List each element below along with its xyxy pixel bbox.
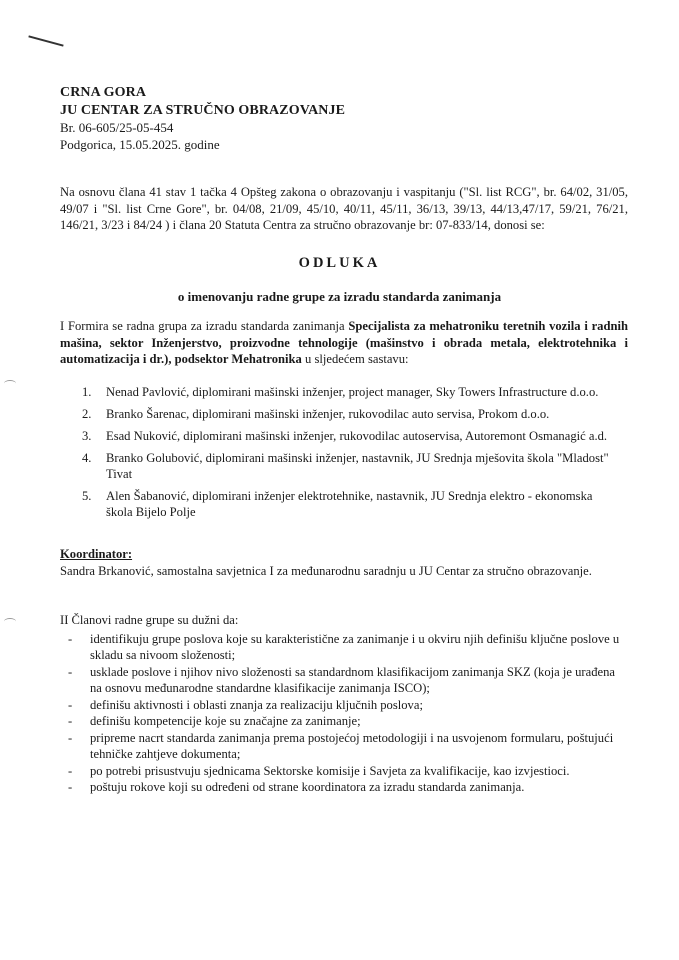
list-item: 5. Alen Šabanović, diplomirani inženjer elektrotehnike, nastavnik, JU Srednja elektro - ekonomska škola Bijelo Polje <box>82 489 593 519</box>
decision-subtitle: o imenovanju radne grupe za izradu standarda zanimanja <box>177 289 502 304</box>
document-header <box>60 84 345 153</box>
section-one-lead: I Formira se radna grupa za izradu standarda zanimanja <box>60 319 349 333</box>
member-list <box>82 384 612 526</box>
list-item: - identifikuju grupe poslova koje su karakteristične za zanimanje i u okviru njih definišu ključne poslove u skladu sa nivoom složenosti; <box>60 631 628 664</box>
legal-basis-paragraph: Na osnovu člana 41 stav 1 tačka 4 Opšteg zakona o obrazovanju i vaspitanju ("Sl. list RCG", br. 64/02, 31/05, 49/07 i "Sl. list Crne Gore", br. 04/08, 21/09, 45/10, 40/11, 45/11, 36/13, 39/13, 44/13,47/17, 59/21, 76/21, 146/21, 3/23 i 84/24 ) i člana 20 Statuta Centra za stručno obrazovanje br: 07-833/14, donosi se: <box>60 185 628 232</box>
bullet-dash-icon: - <box>68 631 73 646</box>
list-item: 3. Esad Nuković, diplomirani mašinski inženjer, rukovodilac autoservisa, Autoremont Osmanagić a.d. <box>82 429 608 443</box>
coordinator-block <box>60 546 628 579</box>
list-item: - po potrebi prisustvuju sjednicama Sektorske komisije i Savjeta za kvalifikacije, kao izvjestioci. <box>60 763 628 780</box>
decision-title: ODLUKA <box>298 255 381 271</box>
list-item: - definišu aktivnosti i oblasti znanja za realizaciju ključnih poslova; <box>60 697 628 714</box>
reference-number: Br. 06-605/25-05-454 <box>60 120 174 135</box>
place-date: Podgorica, 15.05.2025. godine <box>60 136 220 152</box>
bullet-dash-icon: - <box>68 763 73 778</box>
bullet-dash-icon: - <box>68 780 73 794</box>
bullet-dash-icon: - <box>68 664 73 679</box>
scan-edge-mark <box>4 618 16 625</box>
list-item: 4. Branko Golubović, diplomirani mašinski inženjer, nastavnik, JU Srednja mješovita škola "Mladost" Tivat <box>82 451 609 481</box>
section-two-title: II Članovi radne grupe su dužni da: <box>60 613 239 627</box>
bullet-dash-icon: - <box>68 730 73 745</box>
bullet-dash-icon: - <box>68 697 73 712</box>
section-one-paragraph <box>60 318 628 368</box>
bullet-dash-icon: - <box>68 714 73 728</box>
institution-name: JU CENTAR ZA STRUČNO OBRAZOVANJE <box>60 103 346 118</box>
coordinator-title: Koordinator: <box>60 547 133 561</box>
list-item: 2. Branko Šarenac, diplomirani mašinski inženjer, rukovodilac auto servisa, Prokom d.o.o. <box>82 407 550 421</box>
occupation-name: Specijalista za mehatroniku teretnih vozila i radnih mašina, sektor Inženjerstvo, proizvodne tehnologije (mašinstvo i obrada metala, elektrotehnika i automatizacija i dr.), podsektor Mehatronika <box>60 319 628 366</box>
section-one-tail: u sljedećem sastavu: <box>301 352 409 366</box>
duty-list <box>60 631 628 796</box>
section-two <box>60 612 628 796</box>
coordinator-text: Sandra Brkanović, samostalna savjetnica I za međunarodnu saradnju u JU Centar za stručno obrazovanje. <box>60 563 592 578</box>
list-item: - pripreme nacrt standarda zanimanja prema postojećoj metodologiji i na usvojenom formularu, poštujući tehničke zahtjeve dokumenta; <box>60 730 628 763</box>
country-name: CRNA GORA <box>60 85 147 100</box>
pen-mark <box>28 35 63 46</box>
list-item: - usklade poslove i njihov nivo složenosti sa standardnom klasifikacijom zanimanja SKZ (koja je urađena na osnovu međunarodne standardne klasifikacije zanimanja ISCO); <box>60 664 628 697</box>
list-item: - poštuju rokove koji su određeni od strane koordinatora za izradu standarda zanimanja. <box>60 779 628 796</box>
list-item: 1. Nenad Pavlović, diplomirani mašinski inženjer, project manager, Sky Towers Infrastructure d.o.o. <box>82 385 599 399</box>
list-item: - definišu kompetencije koje su značajne za zanimanje; <box>60 713 628 730</box>
scan-edge-mark <box>4 380 16 387</box>
